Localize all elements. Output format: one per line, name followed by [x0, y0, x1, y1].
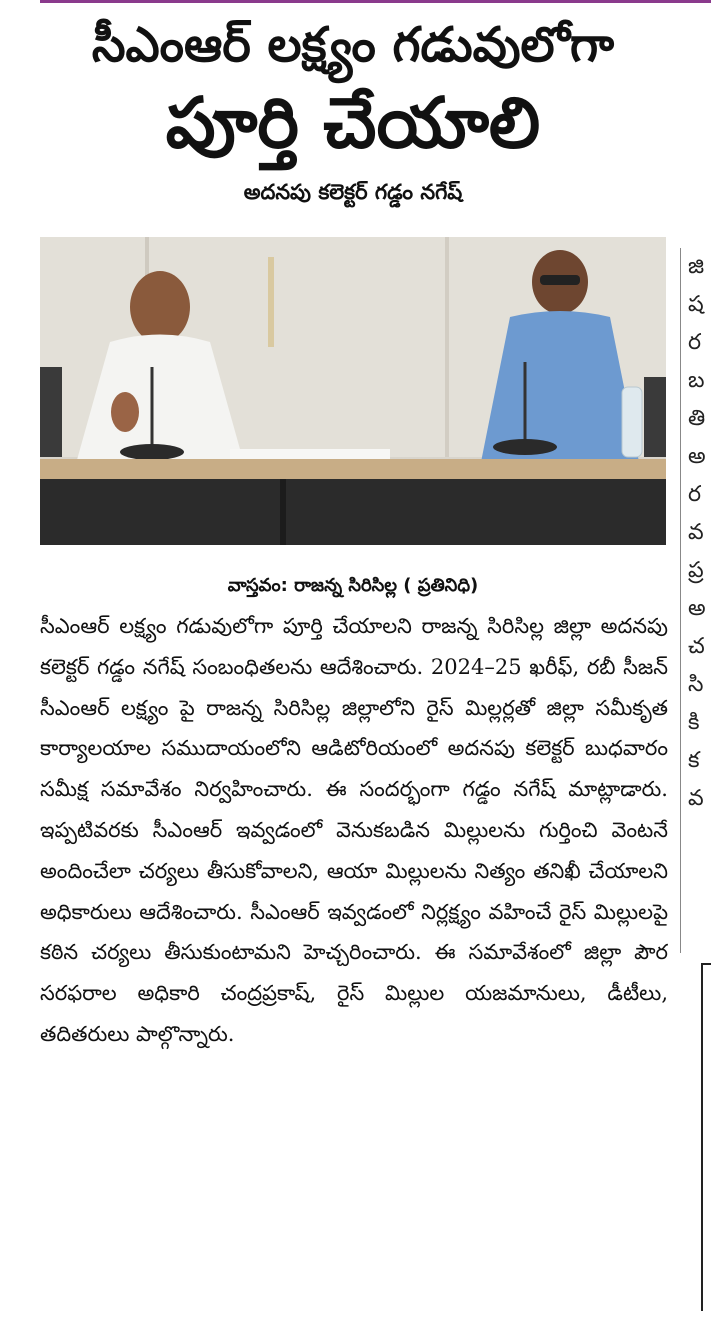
- adjacent-box-frame: [701, 963, 711, 1311]
- side-fragment: ర: [688, 482, 702, 507]
- dateline: వాస్తవం: రాజన్న సిరిసిల్ల ( ప్రతినిధి): [227, 575, 479, 596]
- side-fragment: అ: [688, 444, 706, 469]
- side-fragment: క: [688, 748, 700, 773]
- side-fragment: ర: [688, 330, 702, 355]
- top-rule: [40, 0, 711, 3]
- side-fragment: బ: [688, 368, 705, 393]
- side-fragment: చ: [688, 634, 705, 659]
- side-fragment: వ: [688, 520, 704, 545]
- article-body: సీఎంఆర్ లక్ష్యం గడువులోగా పూర్తి చేయాలని రాజన్న సిరిసిల్ల జిల్లా అదనపు కలెక్టర్ గడ్డం నగేష్ సంబంధితలను ఆదేశించారు. 2024–25 ఖరీఫ్, రబీ సీజన్ సీఎంఆర్ లక్ష్యం పై రాజన్న సిరిసిల్ల జిల్లాలోని రైస్ మిల్లర్లతో జిల్లా సమీకృత కార్యాలయాల సముదాయంలోని ఆడిటోరియంలో అదనపు కలెక్టర్ బుధవారం సమీక్ష సమావేశం నిర్వహించారు. ఈ సందర్భంగా గడ్డం నగేష్ మాట్లాడారు. ఇప్పటివరకు సీఎంఆర్ ఇవ్వడంలో వెనుకబడిన మిల్లులను గుర్తించి వెంటనే అందించేలా చర్యలు తీసుకోవాలని, ఆయా మిల్లులను నిత్యం తనిఖీ చేయాలని అధికారులు ఆదేశించారు. సీఎంఆర్ ఇవ్వడంలో నిర్లక్ష్యం వహించే రైస్ మిల్లులపై కఠిన చర్యలు తీసుకుంటామని హెచ్చరించారు. ఈ సమావేశంలో జిల్లా పౌర సరఫరాల అధికారి చంద్రప్రకాష్, రైస్ మిల్లుల యజమానులు, డీటీలు, తదితరులు పాల్గొన్నారు.: [40, 614, 668, 1046]
- headline-line-2: పూర్తి చేయాలి: [165, 82, 541, 164]
- meeting-photo-illustration: [40, 237, 666, 545]
- side-fragment: తి: [688, 406, 706, 431]
- side-fragment: అ: [688, 596, 706, 621]
- side-fragment: జి: [688, 254, 705, 279]
- side-fragment: ప్ర: [688, 558, 704, 583]
- column-divider: [680, 248, 681, 953]
- side-fragment: కి: [688, 710, 700, 735]
- adjacent-article-fragment: [688, 248, 711, 953]
- side-fragment: సి: [688, 672, 704, 697]
- headline-line-1: సీఎంఆర్ లక్ష్యం గడువులోగా: [91, 17, 615, 73]
- byline: అదనపు కలెక్టర్ గడ్డం నగేష్: [243, 180, 463, 204]
- side-fragment: ష: [688, 292, 704, 317]
- side-fragment: వ: [688, 786, 704, 811]
- meeting-photo: [40, 237, 666, 545]
